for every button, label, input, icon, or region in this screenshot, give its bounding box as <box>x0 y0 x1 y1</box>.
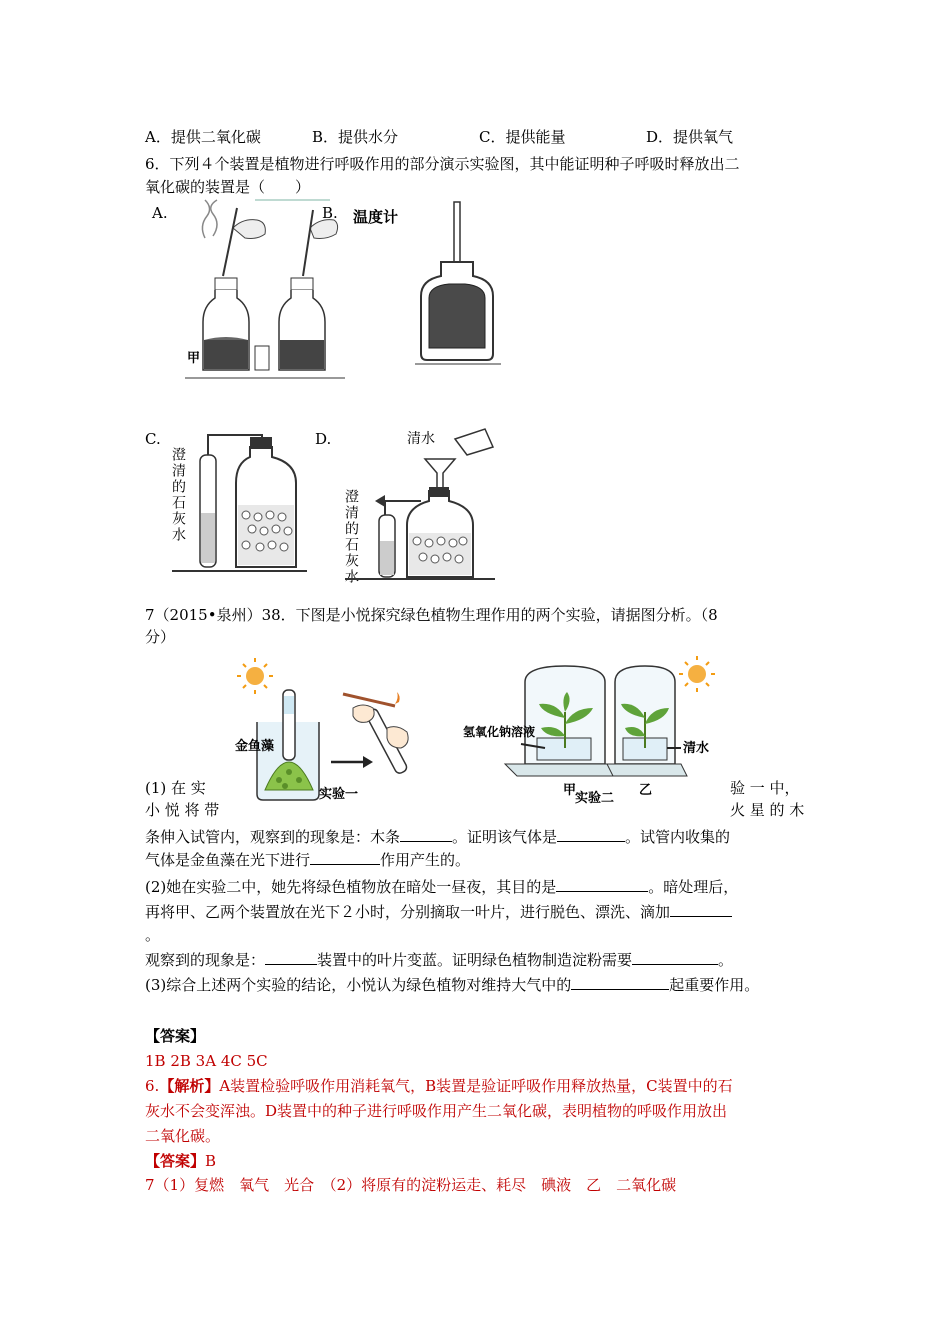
answers-q6-answer: 【答案】B <box>145 1152 217 1170</box>
answer-blank[interactable] <box>310 849 380 865</box>
answer-blank[interactable] <box>670 901 732 917</box>
fig-b-label: B. <box>322 204 338 222</box>
q6-stem-line2: 氧化碳的装置是（ ） <box>145 178 311 196</box>
option-c: C．提供能量 <box>479 128 566 146</box>
fig-a-label: A. <box>152 204 168 222</box>
fig-a-text: 甲 <box>187 351 201 366</box>
q7-p2c: 。 <box>145 926 161 944</box>
q7-p1b-right: 火 星 的 木 <box>730 801 805 819</box>
q7-p1d: 气体是金鱼藻在光下进行 作用产生的。 <box>145 851 471 869</box>
answers-q7-line: 7（1）复燃 氧气 光合 （2）将原有的淀粉运走、耗尽 碘液 乙 二氧化碳 <box>145 1176 677 1194</box>
q7-p2d: 观察到的现象是： 装置中的叶片变蓝。证明绿色植物制造淀粉需要 。 <box>145 951 734 969</box>
q6-stem-line1: 6．下列４个装置是植物进行呼吸作用的部分演示实验图，其中能证明种子呼吸时释放出二 <box>145 155 740 173</box>
fig-d-label: D. <box>315 430 332 448</box>
answer-blank[interactable] <box>557 826 625 842</box>
jar-right: 乙 <box>639 783 653 798</box>
answers-q6-line1: 6.【解析】A装置检验呼吸作用消耗氧气，B装置是验证呼吸作用释放热量，C装置中的石 <box>145 1077 733 1095</box>
fig-b-thermos <box>345 198 505 368</box>
answer-blank[interactable] <box>265 949 317 965</box>
exp2-left-label: 氢氧化钠溶液 <box>463 725 536 739</box>
q7-p3: (3)综合上述两个实验的结论，小悦认为绿色植物对维持大气中的 起重要作用。 <box>145 976 760 994</box>
answers-line1: 1B 2B 3A 4C 5C <box>145 1052 268 1070</box>
fig-b-text: 温度计 <box>353 208 399 226</box>
fig-c-text: 澄清的石灰水 <box>170 447 186 543</box>
exp2-right-label: 清水 <box>683 741 710 756</box>
fig-a-seed-bottles <box>185 198 345 384</box>
q7-p2a: (2)她在实验二中，她先将绿色植物放在暗处一昼夜，其目的是 。暗处理后， <box>145 878 739 896</box>
q7-p1a-left: (1) 在 实 <box>145 779 206 797</box>
q7-p1a-right: 验 一 中， <box>730 779 800 797</box>
answer-blank[interactable] <box>400 826 452 842</box>
q7-stem-line2: 分） <box>145 628 176 646</box>
jar-left: 甲 <box>563 783 577 798</box>
answer-blank[interactable] <box>632 949 718 965</box>
option-b: B．提供水分 <box>312 128 399 146</box>
q7-experiment-figure <box>235 652 720 804</box>
q7-p1b-left: 小 悦 将 带 <box>145 801 220 819</box>
fig-c-limewater-setup <box>172 425 307 577</box>
answers-q6-line2: 灰水不会变浑浊。D装置中的种子进行呼吸作用产生二氧化碳，表明植物的呼吸作用放出 <box>145 1102 728 1120</box>
option-a: A．提供二氧化碳 <box>145 128 261 146</box>
exp1-label: 金鱼藻 <box>235 739 275 754</box>
fig-d-water-displacement-setup <box>345 425 505 585</box>
exp1-caption: 实验一 <box>319 787 359 802</box>
answers-q6-line3: 二氧化碳。 <box>145 1127 221 1145</box>
exp2-caption: 实验二 <box>575 791 615 806</box>
q7-p1c: 条伸入试管内，观察到的现象是：木条 。证明该气体是 。试管内收集的 <box>145 828 731 846</box>
fig-d-text-top: 清水 <box>407 431 435 447</box>
option-d: D．提供氧气 <box>646 128 734 146</box>
answers-header: 【答案】 <box>145 1027 206 1045</box>
sun-icon <box>237 658 273 694</box>
fig-d-text-side: 澄清的石灰水 <box>343 489 359 585</box>
fig-c-label: C. <box>145 430 161 448</box>
answer-blank[interactable] <box>571 974 669 990</box>
answer-blank[interactable] <box>556 876 648 892</box>
q7-stem-line1: 7（2015•泉州）38．下图是小悦探究绿色植物生理作用的两个实验，请据图分析。（8 <box>145 606 718 624</box>
sun-icon <box>679 656 715 692</box>
q7-p2b: 再将甲、乙两个装置放在光下２小时，分别摘取一叶片，进行脱色、漂洗、滴加 <box>145 901 732 922</box>
